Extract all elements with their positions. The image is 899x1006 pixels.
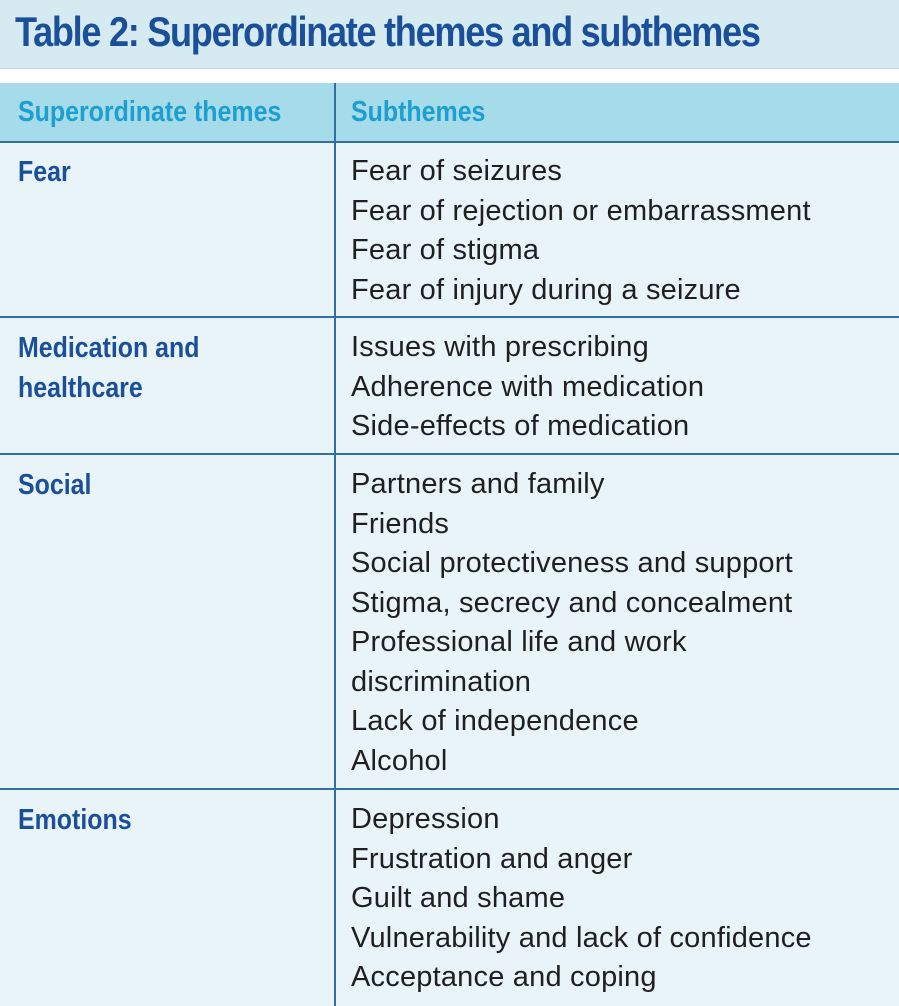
theme-label: Social: [18, 469, 92, 501]
subtheme-item: Acceptance and coping: [351, 961, 657, 993]
subtheme-item: Vulnerability and lack of confidence: [351, 921, 812, 954]
theme-label: Fear: [18, 156, 71, 188]
subtheme-list: [351, 152, 811, 310]
theme-cell: [18, 465, 310, 505]
subtheme-item: Partners and family: [351, 468, 605, 500]
theme-cell: [18, 800, 310, 840]
table-row-emotions: [0, 790, 899, 1006]
subtheme-item: Fear of rejection or embarrassment: [351, 194, 811, 227]
subtheme-item: Professional life and work: [351, 626, 687, 658]
title-band: [0, 0, 899, 69]
header-subthemes: Subthemes: [351, 96, 486, 128]
subtheme-item: Stigma, secrecy and concealment: [351, 586, 793, 619]
row-divider: [0, 788, 899, 790]
subtheme-item: discrimination: [351, 665, 532, 698]
subtheme-item: Side-effects of medication: [351, 410, 690, 442]
subtheme-item: Issues with prescribing: [351, 331, 649, 363]
subtheme-item: Alcohol: [351, 744, 448, 777]
subtheme-item: Guilt and shame: [351, 882, 566, 914]
table-row-medication: [0, 318, 899, 451]
table-row-social: [0, 455, 899, 786]
theme-label: Medication and: [18, 332, 200, 364]
row-divider: [0, 316, 899, 318]
row-divider: [0, 453, 899, 455]
table-title: Table 2: Superordinate themes and subthemes: [15, 8, 760, 55]
table-row-fear: [0, 142, 899, 316]
subtheme-list: [351, 800, 812, 998]
subtheme-item: Fear of injury during a seizure: [351, 273, 741, 306]
theme-cell: [18, 328, 310, 408]
themes-table: [0, 83, 899, 1006]
subtheme-list: [351, 328, 704, 447]
theme-label: Emotions: [18, 804, 132, 836]
theme-cell: [18, 152, 310, 192]
column-divider: [334, 83, 336, 1006]
subtheme-list: [351, 465, 793, 781]
subtheme-item: Social protectiveness and support: [351, 547, 793, 579]
theme-label: healthcare: [18, 372, 143, 404]
table-header-row: [0, 83, 899, 142]
subtheme-item: Friends: [351, 507, 450, 540]
header-superordinate-themes: Superordinate themes: [18, 96, 282, 128]
subtheme-item: Fear of stigma: [351, 234, 540, 266]
subtheme-item: Adherence with medication: [351, 370, 705, 403]
subtheme-item: Fear of seizures: [351, 155, 563, 187]
header-divider: [0, 141, 899, 143]
subtheme-item: Frustration and anger: [351, 842, 633, 875]
subtheme-item: Depression: [351, 803, 500, 835]
subtheme-item: Lack of independence: [351, 705, 639, 737]
